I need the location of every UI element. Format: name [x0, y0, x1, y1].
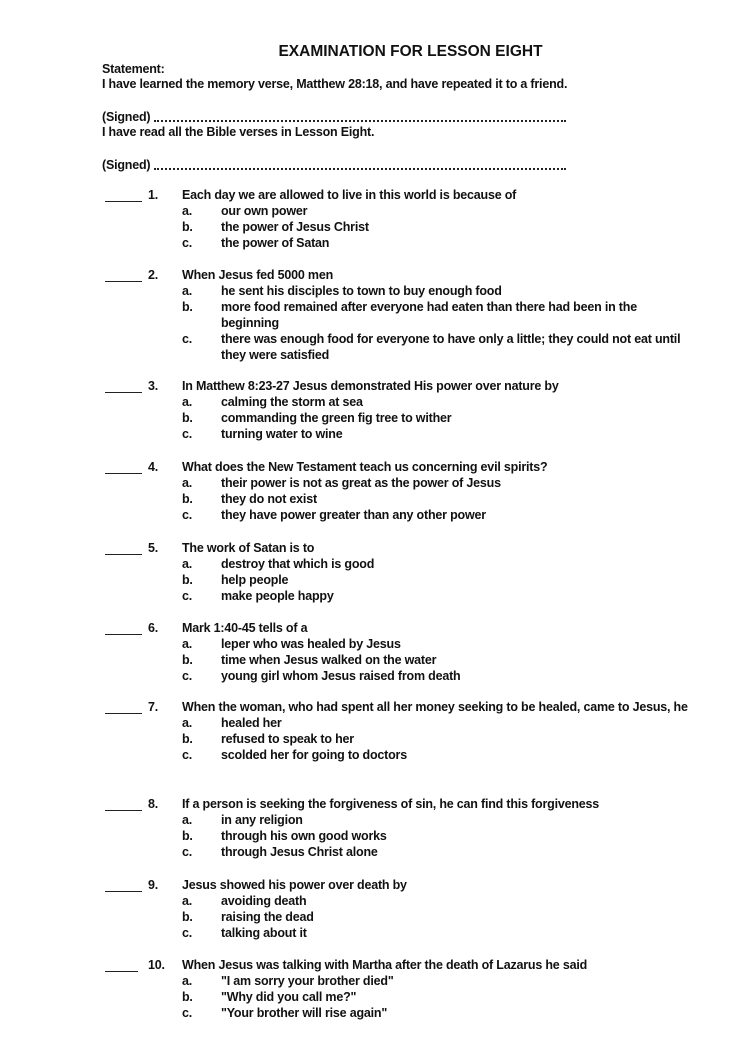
answer-blank[interactable] [105, 267, 142, 282]
answer-option [182, 331, 695, 363]
option-text: their power is not as great as the power of Jesus [221, 476, 501, 490]
option-letter: b. [182, 732, 193, 746]
answer-option [182, 731, 695, 747]
signature-dots[interactable] [154, 110, 566, 122]
option-text: young girl whom Jesus raised from death [221, 669, 461, 683]
option-text: talking about it [221, 926, 307, 940]
option-letter: a. [182, 476, 193, 490]
answer-blank[interactable] [105, 796, 142, 811]
question-text: Mark 1:40-45 tells of a [182, 621, 308, 635]
page-title: EXAMINATION FOR LESSON EIGHT [278, 43, 543, 60]
answer-option [182, 747, 695, 763]
option-text: more food remained after everyone had eaten than there had been in the beginning [221, 300, 637, 330]
option-text: our own power [221, 204, 308, 218]
answer-option [182, 475, 695, 491]
question-number: 7. [148, 700, 159, 714]
option-letter: c. [182, 669, 193, 683]
answer-option [182, 844, 695, 860]
option-letter: a. [182, 557, 193, 571]
question-number: 10. [148, 958, 165, 972]
question-1 [105, 187, 695, 251]
option-text: "Why did you call me?" [221, 990, 357, 1004]
option-letter: b. [182, 829, 193, 843]
answer-blank[interactable] [105, 877, 142, 892]
option-text: turning water to wine [221, 427, 343, 441]
answer-option [182, 1005, 695, 1021]
option-letter: b. [182, 910, 193, 924]
question-text: When Jesus fed 5000 men [182, 268, 334, 282]
option-text: he sent his disciples to town to buy enough food [221, 284, 502, 298]
answer-option [182, 572, 695, 588]
answer-option [182, 299, 695, 331]
question-text: What does the New Testament teach us concerning evil spirits? [182, 460, 548, 474]
answer-blank[interactable] [105, 378, 142, 393]
question-text: When the woman, who had spent all her money seeking to be healed, came to Jesus, he [182, 700, 688, 714]
answer-option [182, 203, 695, 219]
answer-option [182, 909, 695, 925]
option-letter: b. [182, 573, 193, 587]
option-text: "I am sorry your brother died" [221, 974, 394, 988]
option-text: avoiding death [221, 894, 307, 908]
option-text: refused to speak to her [221, 732, 354, 746]
answer-option [182, 556, 695, 572]
question-number: 2. [148, 268, 159, 282]
question-4 [105, 459, 695, 523]
option-letter: c. [182, 332, 193, 346]
signature-dots[interactable] [154, 158, 566, 170]
option-letter: c. [182, 236, 193, 250]
answer-option [182, 507, 695, 523]
option-text: healed her [221, 716, 282, 730]
answer-option [182, 636, 695, 652]
statement-1: I have learned the memory verse, Matthew 28:18, and have repeated it to a friend. [102, 77, 568, 91]
answer-option [182, 668, 695, 684]
question-number: 5. [148, 541, 159, 555]
question-text: Each day we are allowed to live in this world is because of [182, 188, 517, 202]
option-text: calming the storm at sea [221, 395, 363, 409]
option-letter: b. [182, 653, 193, 667]
answer-option [182, 491, 695, 507]
answer-option [182, 812, 695, 828]
question-number: 6. [148, 621, 159, 635]
option-text: help people [221, 573, 289, 587]
question-10 [105, 957, 695, 1021]
option-letter: c. [182, 1006, 193, 1020]
option-letter: a. [182, 637, 193, 651]
answer-option [182, 426, 695, 442]
option-letter: a. [182, 204, 193, 218]
answer-option [182, 410, 695, 426]
question-number: 3. [148, 379, 159, 393]
answer-option [182, 652, 695, 668]
question-text: Jesus showed his power over death by [182, 878, 407, 892]
question-number: 8. [148, 797, 159, 811]
question-3 [105, 378, 695, 442]
option-text: leper who was healed by Jesus [221, 637, 401, 651]
option-letter: c. [182, 589, 193, 603]
statement-label: Statement: [102, 62, 165, 76]
question-number: 4. [148, 460, 159, 474]
answer-option [182, 989, 695, 1005]
answer-blank[interactable] [105, 540, 142, 555]
option-text: through Jesus Christ alone [221, 845, 378, 859]
signature-line-2[interactable] [102, 157, 566, 173]
option-letter: c. [182, 427, 193, 441]
answer-blank[interactable] [105, 459, 142, 474]
answer-blank[interactable] [105, 699, 142, 714]
option-letter: b. [182, 411, 193, 425]
answer-blank[interactable] [105, 957, 138, 972]
option-letter: a. [182, 894, 193, 908]
question-number: 1. [148, 188, 159, 202]
option-text: in any religion [221, 813, 303, 827]
answer-blank[interactable] [105, 620, 142, 635]
answer-option [182, 973, 695, 989]
question-7 [105, 699, 695, 763]
question-9 [105, 877, 695, 941]
option-letter: a. [182, 284, 193, 298]
option-text: they do not exist [221, 492, 317, 506]
question-number: 9. [148, 878, 159, 892]
answer-option [182, 235, 695, 251]
option-text: raising the dead [221, 910, 314, 924]
option-letter: a. [182, 813, 193, 827]
option-letter: b. [182, 220, 193, 234]
option-letter: a. [182, 974, 193, 988]
question-2 [105, 267, 695, 363]
question-8 [105, 796, 695, 860]
signed-label: (Signed) [102, 158, 151, 172]
question-6 [105, 620, 695, 684]
option-text: "Your brother will rise again" [221, 1006, 388, 1020]
option-text: time when Jesus walked on the water [221, 653, 437, 667]
option-text: they have power greater than any other power [221, 508, 486, 522]
option-letter: b. [182, 300, 193, 314]
answer-option [182, 394, 695, 410]
statement-2: I have read all the Bible verses in Lesson Eight. [102, 125, 375, 139]
option-letter: a. [182, 716, 193, 730]
option-letter: a. [182, 395, 193, 409]
answer-option [182, 588, 695, 604]
option-letter: c. [182, 748, 193, 762]
option-text: destroy that which is good [221, 557, 375, 571]
answer-option [182, 828, 695, 844]
option-letter: b. [182, 990, 193, 1004]
question-text: When Jesus was talking with Martha after the death of Lazarus he said [182, 958, 588, 972]
option-text: there was enough food for everyone to have only a little; they could not eat until they were satisfied [221, 332, 681, 362]
option-letter: c. [182, 508, 193, 522]
answer-option [182, 893, 695, 909]
option-text: the power of Satan [221, 236, 330, 250]
question-text: In Matthew 8:23-27 Jesus demonstrated His power over nature by [182, 379, 559, 393]
question-text: If a person is seeking the forgiveness of sin, he can find this forgiveness [182, 797, 600, 811]
option-text: through his own good works [221, 829, 387, 843]
option-text: make people happy [221, 589, 334, 603]
option-letter: c. [182, 845, 193, 859]
option-letter: c. [182, 926, 193, 940]
answer-option [182, 925, 695, 941]
answer-option [182, 283, 695, 299]
signature-line-1[interactable] [102, 109, 566, 125]
answer-blank[interactable] [105, 187, 142, 202]
answer-option [182, 715, 695, 731]
option-text: the power of Jesus Christ [221, 220, 369, 234]
question-5 [105, 540, 695, 604]
answer-option [182, 219, 695, 235]
option-letter: b. [182, 492, 193, 506]
option-text: scolded her for going to doctors [221, 748, 407, 762]
option-text: commanding the green fig tree to wither [221, 411, 452, 425]
signed-label: (Signed) [102, 110, 151, 124]
question-text: The work of Satan is to [182, 541, 315, 555]
